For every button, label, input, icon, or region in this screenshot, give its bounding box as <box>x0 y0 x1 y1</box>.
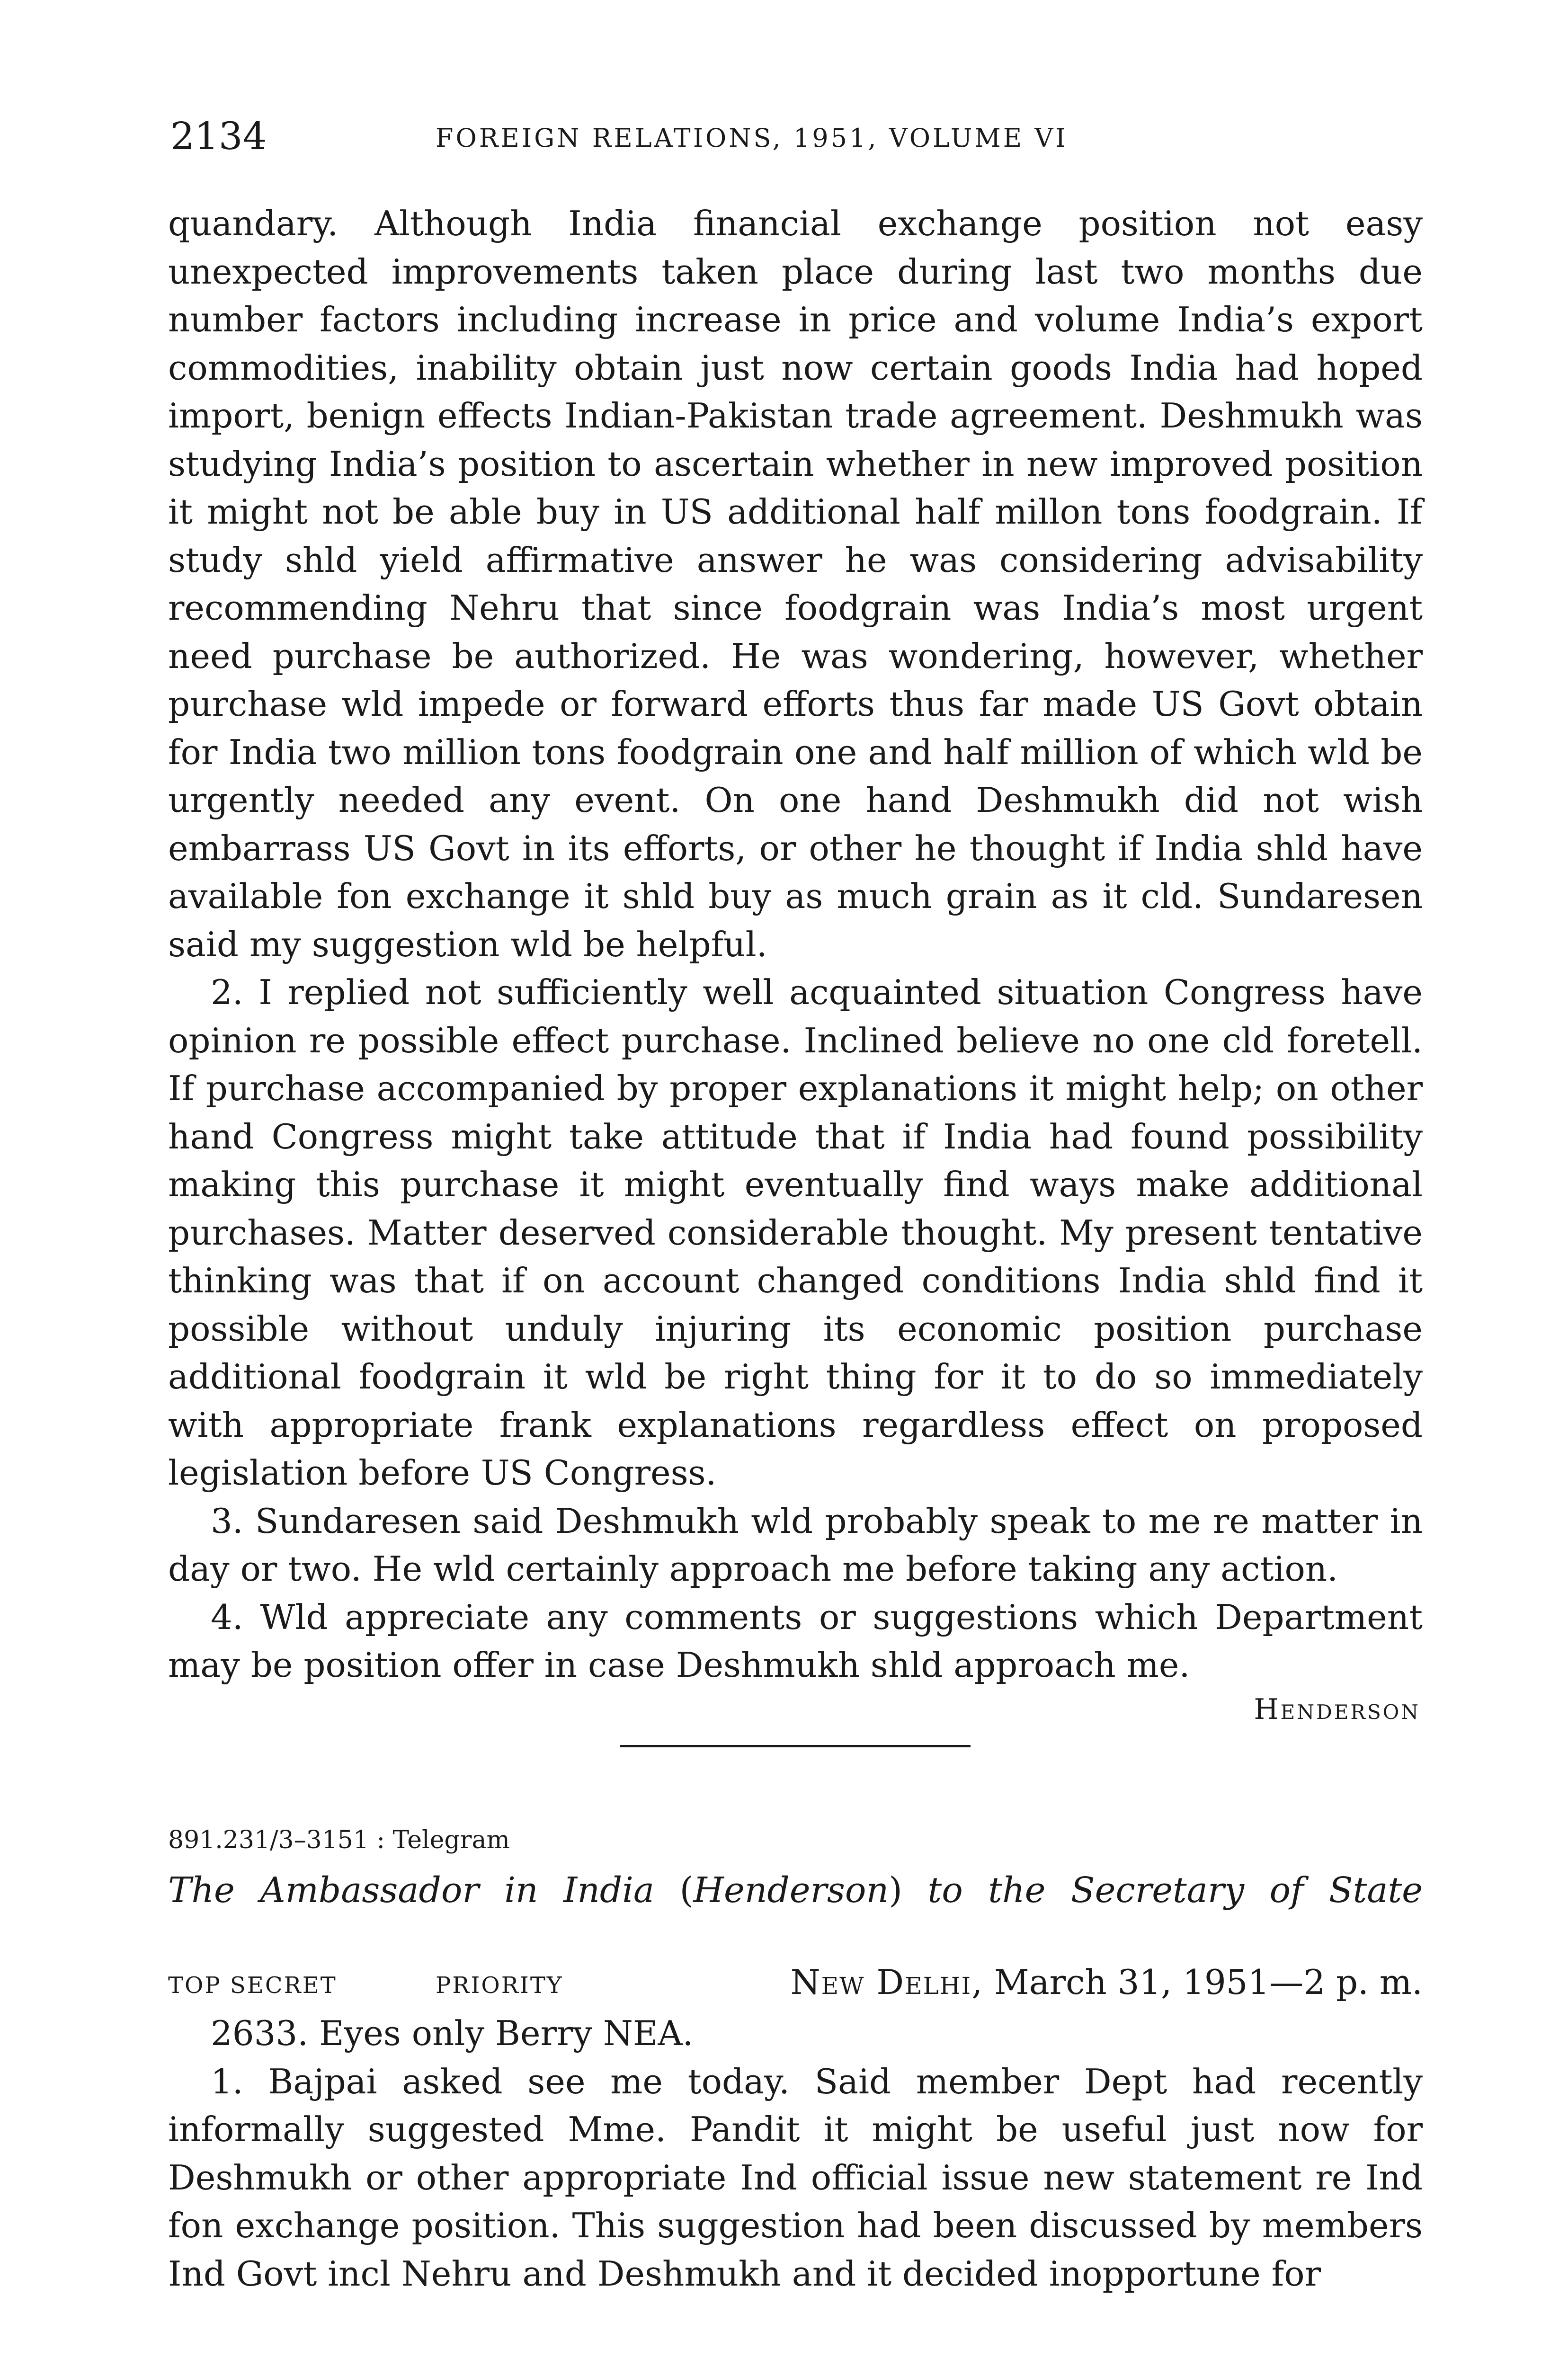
new-telegram-text <box>168 2010 1423 2298</box>
dateline <box>791 1956 1423 2008</box>
section-divider <box>620 1745 971 1747</box>
priority-label: PRIORITY <box>436 1972 563 1999</box>
title-close-paren: ) <box>889 1870 902 1911</box>
running-head: FOREIGN RELATIONS, 1951, VOLUME VI <box>436 123 1068 153</box>
title-name: Henderson <box>693 1870 889 1911</box>
file-reference: 891.231/3–3151 : Telegram <box>168 1826 510 1854</box>
paragraph-3: 3. Sundaresen said Deshmukh wld probably speak to me re matter in day or two. He wld certainly approach me before taking any action. <box>168 1501 1423 1589</box>
page-header <box>170 113 1420 169</box>
dateline-date: March 31, 1951—2 p. m. <box>994 1962 1423 2002</box>
dateline-place: New Delhi, <box>790 1962 984 2002</box>
signature-henderson: Henderson <box>1254 1693 1420 1726</box>
title-open-paren: ( <box>679 1870 694 1911</box>
title-recipient: to the Secretary of State <box>927 1870 1423 1911</box>
paragraph-2: 2. I replied not sufficiently well acquainted situation Congress have opinion re possible effect purchase. Inclined believe no one cld foretell. If purchase accompanied by proper explanations it might help; on other hand Congress might take attitude that if India had found possibility making this purchase it might eventually find ways make additional purchases. Matter deserved considerable thought. My present tentative thinking was that if on account changed conditions India shld find it possible without unduly injuring its economic position purchase additional foodgrain it wld be right thing for it to do so immediately with appropriate frank explanations regardless effect on proposed legislation before US Congress. <box>168 972 1423 1493</box>
paragraph-1: 1. Bajpai asked see me today. Said member Dept had recently informally suggested Mme. Pandit it might be useful just now for Deshmukh or other appropriate Ind official issue new statement re Ind fon exchange position. This suggestion had been discussed by members Ind Govt incl Nehru and Deshmukh and it decided inopportune for <box>168 2061 1423 2294</box>
title-sender: The Ambassador in India <box>168 1870 655 1911</box>
classification-label: TOP SECRET <box>168 1972 337 1999</box>
telegram-number: 2633. Eyes only Berry NEA. <box>211 2013 694 2053</box>
classification-line <box>168 1956 1423 2008</box>
paragraph-4: 4. Wld appreciate any comments or suggestions which Department may be position offer in case Deshmukh shld approach me. <box>168 1597 1423 1685</box>
continued-telegram-text <box>168 200 1423 1690</box>
paragraph-continued: quandary. Although India financial exchange position not easy unexpected improvements taken place during last two months due number factors including increase in price and volume India’s export commodities, inability obtain just now certain goods India had hoped import, benign effects Indian-Pakistan trade agreement. Deshmukh was studying India’s position to ascertain whether in new improved position it might not be able buy in US additional half millon tons foodgrain. If study shld yield affirmative answer he was considering advisability recommending Nehru that since foodgrain was India’s most urgent need purchase be authorized. He was wondering, however, whether purchase wld impede or forward efforts thus far made US Govt obtain for India two million tons foodgrain one and half million of which wld be urgently needed any event. On one hand Deshmukh did not wish embarrass US Govt in its efforts, or other he thought if India shld have available fon exchange it shld buy as much grain as it cld. Sundaresen said my suggestion wld be helpful. <box>168 204 1423 964</box>
page-number: 2134 <box>170 114 267 158</box>
document-title <box>168 1864 1423 1916</box>
